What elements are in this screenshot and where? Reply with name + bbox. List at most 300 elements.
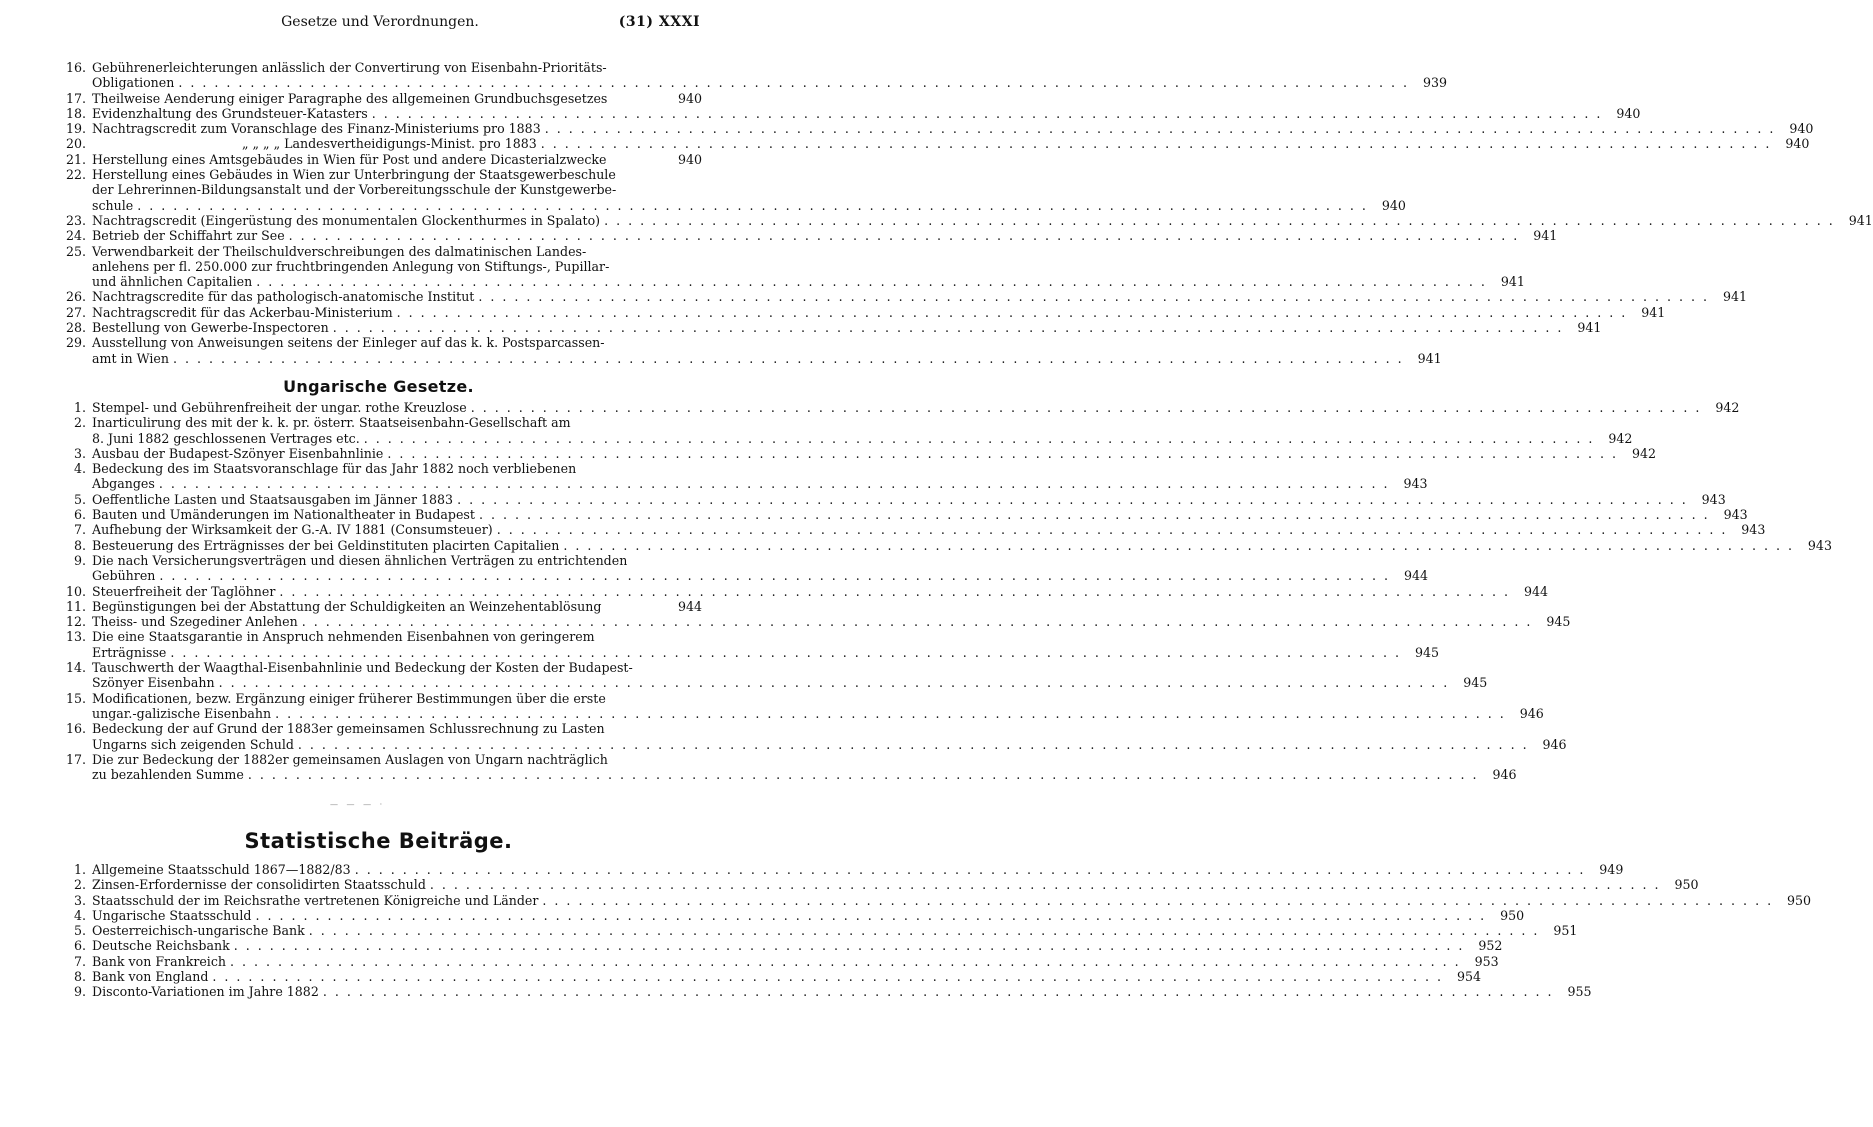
entry-title: Nachtragscredite für das pathologisch-anatomische Institut (92, 289, 475, 305)
entry-title: Zinsen-Erfordernisse der consolidirten Staatsschuld (92, 877, 426, 893)
entry-title: schule (92, 197, 134, 213)
page-reference: 949 (1599, 862, 1624, 877)
entry-text-line: Bedeckung der auf Grund der 1883er gemeinsamen Schlussrechnung zu Lasten (92, 721, 605, 737)
entry-last-line (92, 400, 1701, 415)
dot-leader (255, 908, 1486, 923)
page-number: (31) XXXI (618, 14, 700, 30)
dot-leader (323, 984, 1554, 999)
entry-last-line (92, 431, 1594, 446)
entry-last-line (92, 737, 1529, 752)
entry-title: Bestellung von Gewerbe-Inspectoren (92, 320, 329, 336)
toc-entry (60, 923, 1578, 939)
page-reference: 942 (1631, 445, 1657, 461)
entry-body (92, 752, 1516, 783)
toc-entry (60, 907, 1525, 923)
entry-title: Evidenzhaltung des Grundsteuer-Katasters (92, 105, 368, 121)
entry-text-line: Die zur Bedeckung der 1882er gemeinsamen Auslagen von Ungarn nachträglich (92, 751, 608, 767)
entry-last-line (92, 938, 1464, 953)
entry-text-line: Gebührenerleichterungen anlässlich der Convertirung von Eisenbahn-Prioritäts- (92, 60, 607, 75)
toc-entry (60, 228, 1558, 244)
dot-leader (230, 954, 1461, 969)
page-reference: 941 (1533, 228, 1558, 244)
page-reference: 941 (1848, 212, 1873, 228)
toc-entry (60, 461, 1428, 492)
toc-entry (60, 984, 1592, 1000)
page-reference: 945 (1415, 644, 1440, 660)
entry-last-line (92, 121, 1775, 136)
entry-last-line (92, 289, 1709, 304)
page-reference: 946 (1519, 705, 1544, 721)
page-reference: 939 (1422, 75, 1448, 91)
entry-body (92, 415, 1632, 446)
entry-number: 12. (65, 614, 86, 630)
entry-last-line (92, 446, 1618, 461)
toc-entry (60, 335, 1442, 366)
entry-number: 4. (73, 907, 86, 923)
entry-last-line (92, 584, 1510, 599)
entry-body (92, 893, 1811, 908)
dot-leader (170, 645, 1401, 660)
toc-entry (60, 507, 1748, 523)
toc-entry (60, 690, 1544, 722)
entry-last-line (92, 152, 664, 167)
entry-number: 7. (73, 953, 86, 969)
toc-entry (60, 400, 1740, 415)
toc-section-statistics (60, 862, 1812, 1000)
entry-number: 27. (65, 304, 86, 320)
entry-title: Steuerfreiheit der Taglöhner (92, 583, 276, 599)
toc-entry (60, 751, 1517, 783)
dot-leader (302, 614, 1533, 629)
page-reference: 955 (1567, 984, 1592, 1000)
toc-entry (60, 136, 1810, 152)
entry-body (92, 320, 1601, 335)
entry-body (92, 91, 702, 106)
page-reference: 953 (1474, 953, 1499, 969)
entry-last-line (92, 351, 1404, 366)
entry-last-line (92, 706, 1506, 721)
entry-last-line (92, 91, 664, 106)
entry-last-line (92, 320, 1563, 335)
page-reference: 941 (1577, 320, 1602, 336)
entry-body (92, 984, 1592, 999)
entry-last-line (92, 136, 1771, 151)
toc-entry (60, 121, 1814, 137)
entry-number: 22. (65, 167, 86, 183)
entry-title: Ungarische Staatsschuld (92, 907, 252, 923)
entry-title: Erträgnisse (92, 644, 167, 660)
entry-last-line (92, 767, 1478, 782)
toc-entry (60, 721, 1567, 752)
entry-body (92, 969, 1481, 984)
entry-body (92, 908, 1524, 923)
entry-number: 9. (73, 984, 86, 1000)
entry-body (92, 228, 1557, 243)
page-reference: 940 (1381, 197, 1406, 213)
entry-last-line (92, 614, 1532, 629)
entry-number: 26. (65, 289, 86, 305)
entry-title: Ungarns sich zeigenden Schuld (92, 736, 294, 752)
entry-last-line (92, 893, 1773, 908)
toc-entry (60, 445, 1657, 461)
entry-body (92, 954, 1499, 969)
page-reference: 942 (1608, 430, 1633, 446)
running-title: Gesetze und Verordnungen. (281, 14, 479, 30)
entry-title: Bank von England (92, 969, 209, 985)
entry-number: 1. (73, 862, 86, 877)
toc-entry (60, 415, 1633, 446)
page-reference: 940 (677, 151, 702, 167)
page-reference: 940 (1785, 136, 1810, 152)
dot-leader (178, 75, 1409, 90)
entry-title: Deutsche Reichsbank (92, 938, 230, 954)
entry-body (92, 461, 1427, 492)
entry-text-line: anlehens per fl. 250.000 zur fruchtbringenden Anlegung von Stiftungs-, Pupillar- (92, 258, 610, 274)
entry-title: Abganges (92, 476, 155, 492)
entry-title: Oeffentliche Lasten und Staatsausgaben im Jänner 1883 (92, 491, 454, 507)
entry-last-line (92, 969, 1443, 984)
page-reference: 951 (1553, 923, 1578, 939)
entry-body (92, 721, 1567, 752)
entry-body (92, 136, 1809, 151)
entry-number: 1. (73, 400, 86, 415)
page-reference: 945 (1463, 675, 1488, 691)
entry-text-line: Tauschwerth der Waagthal-Eisenbahnlinie und Bedeckung der Kosten der Budapest- (92, 660, 633, 676)
toc-entry (60, 212, 1873, 228)
entry-number: 2. (73, 415, 86, 431)
page-reference: 943 (1807, 537, 1832, 553)
entry-number: 3. (73, 445, 86, 461)
entry-title: Begünstigungen bei der Abstattung der Schuldigkeiten an Weinzehentablösung (92, 598, 602, 614)
entry-number: 5. (73, 923, 86, 939)
entry-body (92, 446, 1656, 461)
entry-body (92, 152, 702, 167)
entry-number: 9. (73, 552, 86, 568)
dot-leader (372, 106, 1603, 121)
entry-last-line (92, 908, 1486, 923)
entry-body (92, 244, 1525, 290)
toc-entry (60, 614, 1571, 630)
toc-entry (60, 60, 1448, 91)
page-reference: 941 (1641, 304, 1666, 320)
dot-leader (279, 584, 1510, 599)
entry-number: 5. (73, 491, 86, 507)
toc-entry (60, 167, 1406, 213)
entry-number: 16. (65, 721, 86, 737)
entry-body (92, 538, 1832, 553)
entry-number: 15. (65, 690, 86, 706)
toc-entry (60, 892, 1812, 908)
toc-entry (60, 537, 1832, 553)
dot-leader (275, 706, 1506, 721)
entry-title: Stempel- und Gebührenfreiheit der ungar. rothe Kreuzlose (92, 400, 467, 415)
entry-number: 16. (65, 60, 86, 75)
page-reference: 940 (677, 90, 702, 106)
entry-title: und ähnlichen Capitalien (92, 274, 253, 290)
entry-number: 25. (65, 243, 86, 259)
entry-title: ungar.-galizische Eisenbahn (92, 705, 272, 721)
entry-number: 11. (65, 598, 86, 614)
dot-leader (479, 507, 1710, 522)
page-reference: 943 (1403, 476, 1428, 492)
page-reference: 943 (1741, 522, 1766, 538)
entry-title: Bank von Frankreich (92, 953, 226, 969)
toc-entry (60, 289, 1748, 305)
dot-leader (457, 492, 1688, 507)
entry-body (92, 60, 1447, 91)
dot-leader (563, 538, 1794, 553)
dot-leader (219, 675, 1450, 690)
entry-text-line: Verwendbarkeit der Theilschuldverschreibungen des dalmatinischen Landes- (92, 243, 587, 259)
entry-number: 17. (65, 90, 86, 106)
entry-number: 28. (65, 320, 86, 336)
page-reference: 950 (1787, 892, 1812, 908)
entry-text-line: Modificationen, bezw. Ergänzung einiger früherer Bestimmungen über die erste (92, 690, 606, 706)
entry-last-line (92, 476, 1389, 491)
dot-leader (248, 767, 1479, 782)
entry-number: 19. (65, 121, 86, 137)
entry-title: Nachtragscredit zum Voranschlage des Finanz-Ministeriums pro 1883 (92, 121, 541, 137)
entry-number: 4. (73, 461, 86, 477)
toc-entry (60, 304, 1666, 320)
entry-number: 10. (65, 583, 86, 599)
page-reference: 945 (1546, 614, 1571, 630)
dot-leader (387, 446, 1618, 461)
toc-entry (60, 629, 1440, 660)
entry-number: 6. (73, 507, 86, 523)
dot-leader (604, 213, 1835, 228)
entry-last-line (92, 568, 1390, 583)
dot-leader (173, 351, 1404, 366)
entry-title: Betrieb der Schiffahrt zur See (92, 228, 285, 244)
entry-number: 23. (65, 212, 86, 228)
toc-entry (60, 491, 1726, 507)
entry-title: Ausbau der Budapest-Szönyer Eisenbahnlinie (92, 445, 384, 461)
entry-body (92, 289, 1747, 304)
entry-number: 8. (73, 969, 86, 985)
dot-leader (309, 923, 1540, 938)
entry-number: 7. (73, 522, 86, 538)
entry-last-line (92, 877, 1661, 892)
entry-last-line (92, 213, 1835, 228)
entry-body (92, 522, 1765, 537)
entry-number: 13. (65, 629, 86, 645)
entry-body (92, 335, 1442, 366)
entry-last-line (92, 923, 1539, 938)
dot-leader (471, 400, 1702, 415)
entry-text-line: Inarticulirung des mit der k. k. pr. österr. Staatseisenbahn-Gesellschaft am (92, 415, 571, 431)
dot-leader (137, 198, 1368, 213)
entry-last-line (92, 522, 1727, 537)
entry-title: Besteuerung des Erträgnisses der bei Geldinstituten placirten Capitalien (92, 537, 560, 553)
entry-title: Nachtragscredit (Eingerüstung des monumentalen Glockenthurmes in Spalato) (92, 212, 601, 228)
entry-title: Nachtragscredit für das Ackerbau-Ministerium (92, 304, 393, 320)
toc-entry (60, 877, 1699, 893)
dot-leader (397, 305, 1628, 320)
entry-number: 14. (65, 660, 86, 676)
entry-body (92, 400, 1739, 415)
dot-leader (355, 862, 1586, 877)
entry-body (92, 121, 1813, 136)
toc-section-austrian (60, 60, 1873, 366)
section-title-ungarische-gesetze: Ungarische Gesetze. (283, 377, 474, 396)
entry-title: Theiss- und Szegediner Anlehen (92, 614, 298, 630)
entry-body (92, 938, 1502, 953)
dot-leader (256, 274, 1487, 289)
page-reference: 946 (1492, 767, 1517, 783)
toc-entry (60, 522, 1766, 538)
entry-number: 17. (65, 751, 86, 767)
entry-title: Bauten und Umänderungen im Nationaltheater in Budapest (92, 507, 475, 523)
toc-entry (60, 552, 1429, 584)
toc-entry (60, 660, 1488, 691)
dot-leader (212, 969, 1443, 984)
page-reference: 950 (1500, 907, 1525, 923)
toc-entry (60, 599, 702, 614)
entry-body (92, 862, 1623, 877)
page-reference: 940 (1789, 121, 1814, 137)
dot-leader (541, 136, 1772, 151)
entry-last-line (92, 862, 1585, 877)
entry-body (92, 691, 1544, 722)
dot-leader (430, 877, 1661, 892)
page-reference: 950 (1674, 877, 1699, 893)
entry-text-line: Die nach Versicherungsverträgen und diesen ähnlichen Verträgen zu entrichtenden (92, 552, 628, 568)
page-reference: 954 (1457, 969, 1482, 985)
page-reference: 952 (1478, 938, 1503, 954)
toc-entry (60, 105, 1641, 121)
toc-entry (60, 953, 1499, 969)
toc-entry (60, 91, 702, 106)
entry-title: Herstellung eines Amtsgebäudes in Wien für Post und andere Dicasterialzwecke (92, 151, 607, 167)
dot-leader (478, 289, 1709, 304)
dot-leader (289, 228, 1520, 243)
entry-number: 24. (65, 228, 86, 244)
entry-title: Staatsschuld der im Reichsrathe vertretenen Königreiche und Länder (92, 892, 539, 908)
entry-body (92, 877, 1699, 892)
page-reference: 946 (1542, 736, 1567, 752)
entry-body (92, 553, 1428, 584)
entry-body (92, 660, 1487, 691)
page-reference: 941 (1500, 274, 1525, 290)
entry-title: 8. Juni 1882 geschlossenen Vertrages etc. (92, 430, 360, 446)
toc-entry (60, 152, 702, 167)
entry-text-line: der Lehrerinnen-Bildungsanstalt und der Vorbereitungsschule der Kunstgewerbe- (92, 182, 617, 198)
entry-title: amt in Wien (92, 350, 169, 366)
entry-last-line (92, 305, 1627, 320)
toc-section-hungarian (60, 400, 1832, 783)
entry-last-line (92, 106, 1602, 121)
entry-last-line (92, 507, 1710, 522)
toc-entry (60, 969, 1482, 985)
entry-body (92, 614, 1570, 629)
toc-entry (60, 320, 1602, 336)
entry-title: Allgemeine Staatsschuld 1867—1882/83 (92, 862, 351, 877)
entry-title: Szönyer Eisenbahn (92, 675, 215, 691)
entry-last-line (92, 538, 1794, 553)
entry-last-line (92, 599, 664, 614)
entry-text-line: Herstellung eines Gebäudes in Wien zur Unterbringung der Staatsgewerbeschule (92, 167, 616, 183)
dot-leader (364, 431, 1595, 446)
entry-number: 6. (73, 938, 86, 954)
separator-ornament: — — — · (330, 800, 386, 809)
page-reference: 944 (1524, 583, 1549, 599)
page-header (60, 14, 700, 34)
entry-body (92, 629, 1439, 660)
page-reference: 944 (1404, 568, 1429, 584)
page-reference: 940 (1616, 105, 1641, 121)
entry-title: „ „ „ „ Landesvertheidigungs-Minist. pro 1883 (242, 136, 537, 152)
toc-entry (60, 583, 1549, 599)
dot-leader (298, 737, 1529, 752)
dot-leader (333, 320, 1564, 335)
entry-body (92, 106, 1640, 121)
entry-body (92, 599, 702, 614)
entry-title: zu bezahlenden Summe (92, 767, 244, 783)
entry-title: Oesterreichisch-ungarische Bank (92, 923, 305, 939)
entry-title: Aufhebung der Wirksamkeit der G.-A. IV 1881 (Consumsteuer) (92, 522, 493, 538)
entry-last-line (92, 954, 1461, 969)
entry-text-line: Bedeckung des im Staatsvoranschlage für das Jahr 1882 noch verbliebenen (92, 461, 577, 477)
entry-body (92, 492, 1726, 507)
entry-last-line (92, 675, 1449, 690)
dot-leader (497, 522, 1728, 537)
page-reference: 943 (1701, 491, 1726, 507)
page-reference: 944 (677, 598, 702, 614)
toc-entry (60, 862, 1624, 877)
page-reference: 942 (1715, 400, 1740, 415)
section-title-statistische-beitraege: Statistische Beiträge. (244, 829, 513, 853)
dot-leader (159, 476, 1390, 491)
entry-number: 8. (73, 537, 86, 553)
entry-number: 3. (73, 892, 86, 908)
entry-number: 18. (65, 105, 86, 121)
toc-entry (60, 243, 1525, 290)
entry-last-line (92, 198, 1368, 213)
dot-leader (542, 893, 1773, 908)
entry-title: Theilweise Aenderung einiger Paragraphe des allgemeinen Grundbuchsgesetzes (92, 90, 608, 106)
entry-body (92, 167, 1406, 213)
entry-last-line (92, 274, 1487, 289)
entry-number: 20. (65, 136, 86, 152)
dot-leader (234, 938, 1465, 953)
entry-body (92, 305, 1665, 320)
entry-text-line: Die eine Staatsgarantie in Anspruch nehmenden Eisenbahnen von geringerem (92, 629, 595, 645)
entry-title: Obligationen (92, 75, 175, 91)
entry-title: Gebühren (92, 568, 156, 584)
toc-entry (60, 938, 1503, 954)
page-reference: 943 (1723, 507, 1748, 523)
page-reference: 941 (1417, 350, 1442, 366)
entry-text-line: Ausstellung von Anweisungen seitens der Einleger auf das k. k. Postsparcassen- (92, 335, 605, 351)
entry-last-line (92, 645, 1401, 660)
page-reference: 941 (1722, 289, 1748, 305)
dot-leader (545, 121, 1776, 136)
entry-last-line (92, 492, 1688, 507)
entry-number: 21. (65, 151, 86, 167)
entry-title: Disconto-Variationen im Jahre 1882 (92, 984, 319, 1000)
entry-body (92, 584, 1548, 599)
entry-body (92, 923, 1577, 938)
entry-body (92, 213, 1873, 228)
entry-number: 29. (65, 335, 86, 351)
entry-last-line (92, 75, 1409, 90)
entry-number: 2. (73, 877, 86, 893)
entry-last-line (92, 984, 1554, 999)
entry-body (92, 507, 1748, 522)
dot-leader (159, 568, 1390, 583)
entry-last-line (92, 228, 1519, 243)
